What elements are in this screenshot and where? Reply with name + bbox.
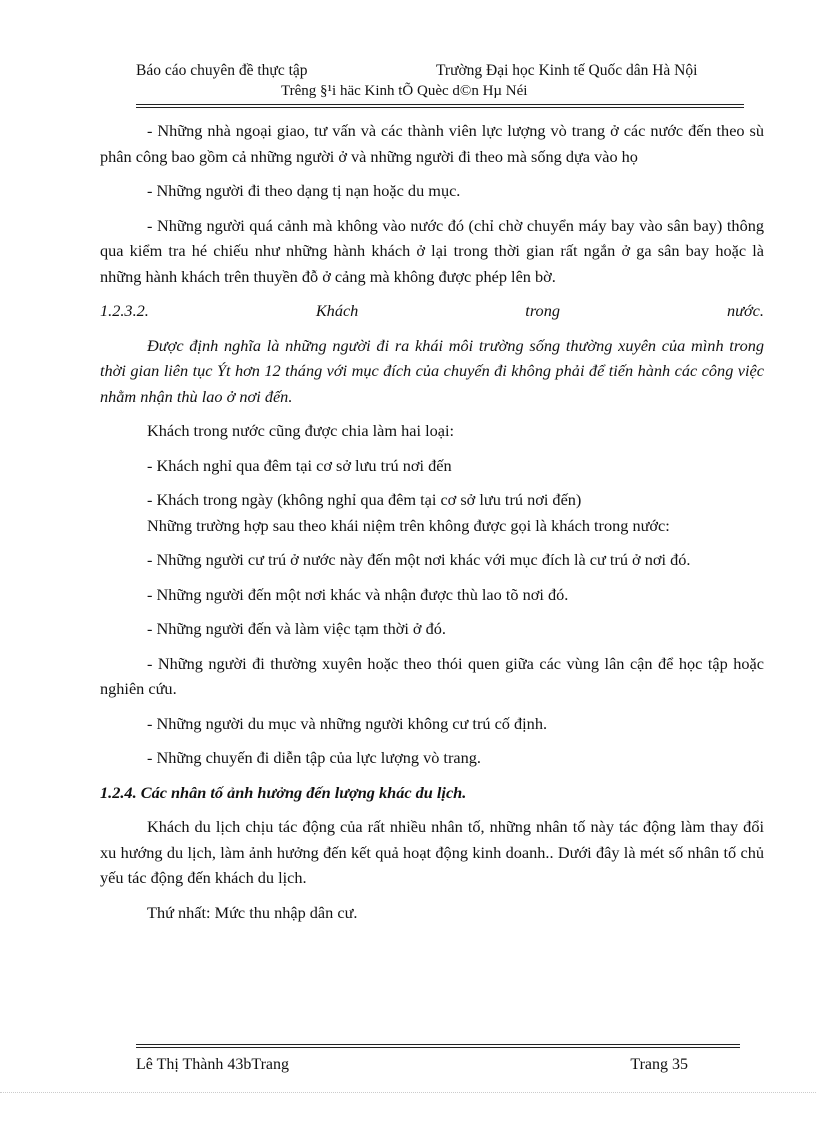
section-heading-1-2-4: 1.2.4. Các nhân tố ảnh hưởng đến lượng khác du lịch. [100,782,467,802]
header-university-legacy-font: Trêng §¹i häc Kinh tÕ Quèc d©n Hµ Néi [281,83,528,99]
paragraph: - Những chuyến đi diễn tập của lực lượng vò trang. [147,748,481,767]
header-divider [136,104,744,108]
paragraph: Khách trong nước cũng được chia làm hai loại: [147,421,455,440]
header-university: Trường Đại học Kinh tế Quốc dân Hà Nội [436,62,698,79]
heading-word: Khách [315,301,359,320]
paragraph: - Những người đi theo dạng tị nạn hoặc du mục. [147,181,461,200]
footer-author: Lê Thị Thành 43bTrang [136,1056,290,1073]
footer-divider [136,1044,740,1048]
main-content [100,118,764,925]
paragraph: - Những người quá cảnh mà không vào nước đó (chỉ chờ chuyển máy bay vào sân bay) thông qua kiểm tra hé chiếu như những hành khách ở lại trong thời gian rất ngắn ở ga sân bay hoặc là những hành khách trên thuyền đỗ ở cảng mà không được phép lên bờ. [100,215,764,286]
heading-word: trong [525,301,560,320]
definition-paragraph: Được định nghĩa là những người đi ra khái môi trường sống thường xuyên của mình trong thời gian liên tục Ýt hơn 12 tháng với mục đích của chuyến đi không phải để tiến hành các công việc nhằm nhận thù lao ở nơi đến. [100,335,764,406]
paragraph: - Khách trong ngày (không nghỉ qua đêm tại cơ sở lưu trú nơi đến) [147,490,582,509]
paragraph: Thứ nhất: Mức thu nhập dân cư. [147,902,358,922]
paragraph: - Những người đến một nơi khác và nhận được thù lao tõ nơi đó. [147,584,569,604]
paragraph: - Khách nghỉ qua đêm tại cơ sở lưu trú nơi đến [147,455,452,475]
paragraph: - Những người du mục và những người không cư trú cố định. [147,713,548,733]
heading-word: nước. [726,301,764,320]
paragraph: - Những người đến và làm việc tạm thời ở đó. [147,619,446,638]
footer-page-number: Trang 35 [630,1056,688,1073]
paragraph: Những trường hợp sau theo khái niệm trên không được gọi là khách trong nước: [147,515,670,535]
paragraph: Khách du lịch chịu tác động của rất nhiều nhân tố, những nhân tố này tác động làm thay đổi xu hướng du lịch, làm ảnh hưởng đến kết quả hoạt động kinh doanh.. Dưới đây là mét số nhân tố chủ yếu tác động đến khách du lịch. [100,817,764,887]
heading-number: 1.2.3.2. [100,301,149,320]
paragraph: - Những nhà ngoại giao, tư vấn và các thành viên lực lượng vò trang ở các nước đến theo sù phân công bao gồm cả những người ở và những người đi theo mà sống dựa vào họ [100,121,764,166]
paragraph: - Những người cư trú ở nước này đến một nơi khác với mục đích là cư trú ở nơi đó. [147,550,691,569]
section-heading-1-2-3-2 [100,298,764,324]
page-bottom-edge [0,1092,816,1093]
header-report-title: Báo cáo chuyên đề thực tập [136,62,308,79]
paragraph: - Những người đi thường xuyên hoặc theo thói quen giữa các vùng lân cận để học tập hoặc nghiên cứu. [100,653,764,698]
